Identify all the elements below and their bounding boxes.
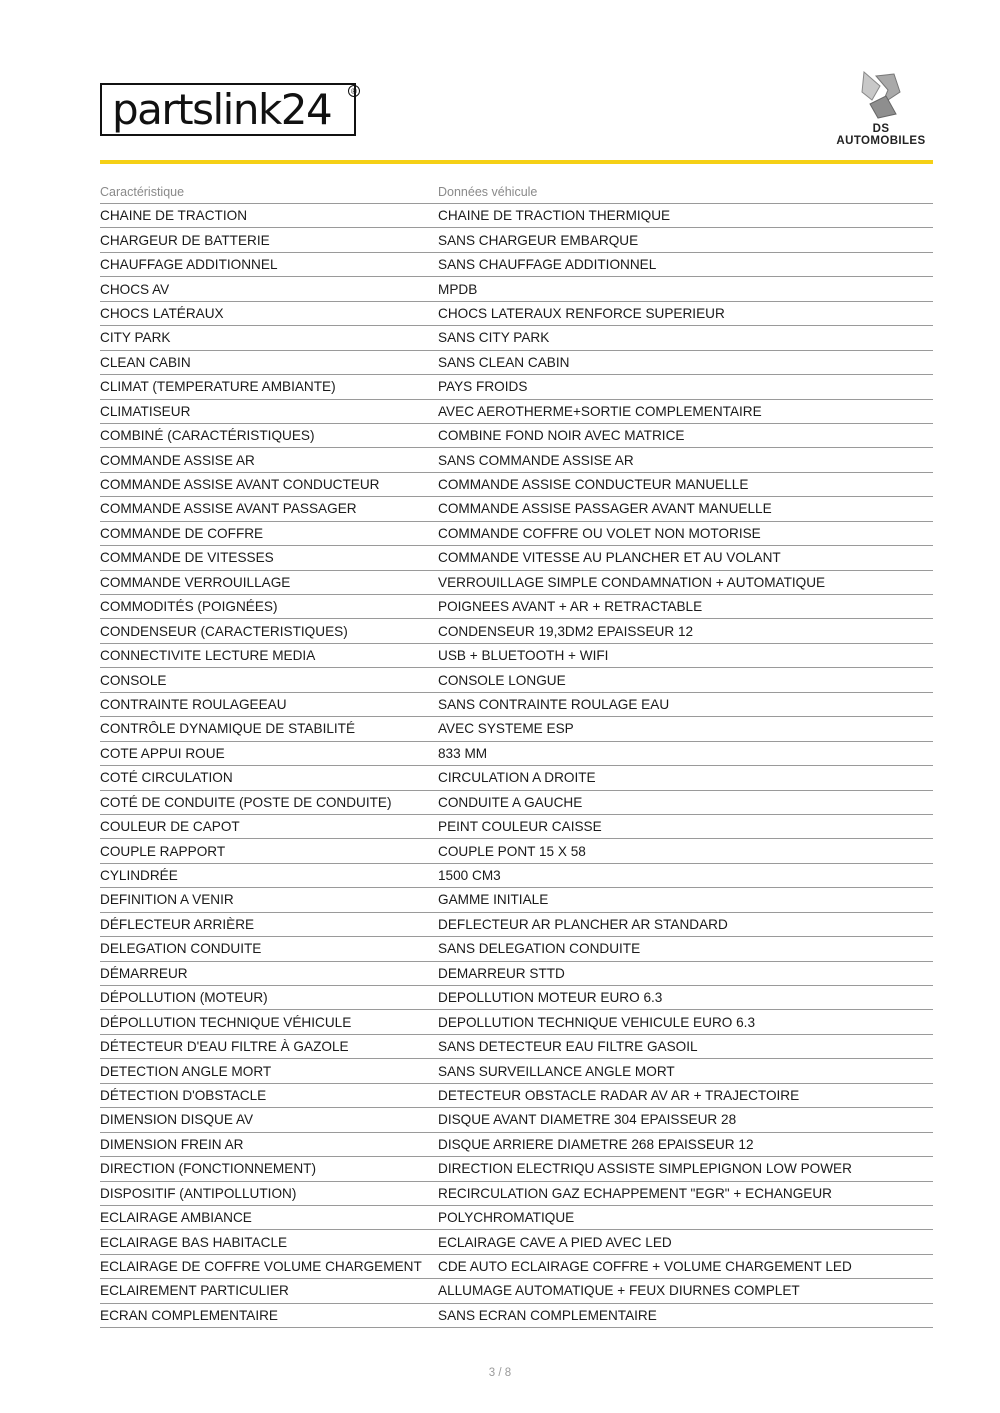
table-row xyxy=(100,791,933,815)
table-row xyxy=(100,448,933,472)
vehicle-data-cell: POLYCHROMATIQUE xyxy=(438,1210,575,1226)
table-row xyxy=(100,497,933,521)
table-row xyxy=(100,937,933,961)
table-row xyxy=(100,913,933,937)
vehicle-data-cell: DISQUE AVANT DIAMETRE 304 EPAISSEUR 28 xyxy=(438,1112,737,1128)
vehicle-data-cell: SANS DETECTEUR EAU FILTRE GASOIL xyxy=(438,1039,698,1055)
vehicle-data-cell: CHOCS LATERAUX RENFORCE SUPERIEUR xyxy=(438,305,725,321)
characteristic-cell: COTÉ DE CONDUITE (POSTE DE CONDUITE) xyxy=(100,794,392,810)
vehicle-data-cell: AVEC SYSTEME ESP xyxy=(438,721,574,737)
characteristic-cell: DIMENSION DISQUE AV xyxy=(100,1112,254,1128)
characteristic-cell: DÉTECTEUR D'EAU FILTRE À GAZOLE xyxy=(100,1039,349,1055)
table-row xyxy=(100,326,933,350)
table-row xyxy=(100,473,933,497)
table-row xyxy=(100,888,933,912)
table-row xyxy=(100,228,933,252)
vehicle-data-cell: MPDB xyxy=(438,281,478,297)
table-row xyxy=(100,717,933,741)
vehicle-data-cell: COMBINE FOND NOIR AVEC MATRICE xyxy=(438,428,685,444)
characteristic-cell: COMMANDE DE COFFRE xyxy=(100,525,264,541)
characteristic-cell: CITY PARK xyxy=(100,330,171,346)
characteristic-cell: CLEAN CABIN xyxy=(100,354,191,370)
characteristic-cell: DISPOSITIF (ANTIPOLLUTION) xyxy=(100,1185,297,1201)
characteristic-cell: CYLINDRÉE xyxy=(100,868,178,884)
table-row xyxy=(100,400,933,424)
table-row xyxy=(100,595,933,619)
characteristic-cell: CONSOLE xyxy=(100,672,167,688)
table-row xyxy=(100,1279,933,1303)
table-row xyxy=(100,253,933,277)
table-row xyxy=(100,1157,933,1181)
table-row xyxy=(100,1255,933,1279)
vehicle-data-cell: DEPOLLUTION MOTEUR EURO 6.3 xyxy=(438,990,663,1006)
table-row xyxy=(100,815,933,839)
characteristic-cell: COMMANDE VERROUILLAGE xyxy=(100,574,291,590)
vehicle-data-cell: COMMANDE ASSISE CONDUCTEUR MANUELLE xyxy=(438,477,749,493)
vehicle-data-cell: DETECTEUR OBSTACLE RADAR AV AR + TRAJECTOIRE xyxy=(438,1087,800,1103)
column-header-vehicle-data: Données véhicule xyxy=(438,185,538,199)
table-row xyxy=(100,742,933,766)
characteristic-cell: CHAINE DE TRACTION xyxy=(100,208,248,224)
table-row xyxy=(100,277,933,301)
characteristic-cell: CHARGEUR DE BATTERIE xyxy=(100,232,270,248)
characteristic-cell: CLIMATISEUR xyxy=(100,403,191,419)
characteristic-cell: DÉPOLLUTION TECHNIQUE VÉHICULE xyxy=(100,1014,352,1030)
header-divider xyxy=(100,160,933,164)
characteristic-cell: DÉFLECTEUR ARRIÈRE xyxy=(100,916,255,932)
vehicle-data-cell: DISQUE ARRIERE DIAMETRE 268 EPAISSEUR 12 xyxy=(438,1136,754,1152)
characteristic-cell: ECLAIRAGE BAS HABITACLE xyxy=(100,1234,288,1250)
table-row xyxy=(100,1230,933,1254)
characteristic-cell: COMMANDE ASSISE AR xyxy=(100,452,255,468)
vehicle-data-cell: DIRECTION ELECTRIQU ASSISTE SIMPLEPIGNON LOW POWER xyxy=(438,1161,852,1177)
page-number: 3 / 8 xyxy=(488,1367,512,1379)
vehicle-data-cell: CONSOLE LONGUE xyxy=(438,672,566,688)
vehicle-data-cell: GAMME INITIALE xyxy=(438,892,549,908)
vehicle-data-cell: COMMANDE VITESSE AU PLANCHER ET AU VOLANT xyxy=(438,550,781,566)
table-row xyxy=(100,839,933,863)
vehicle-data-cell: SANS CLEAN CABIN xyxy=(438,354,570,370)
characteristic-cell: COUPLE RAPPORT xyxy=(100,843,226,859)
vehicle-data-cell: SANS SURVEILLANCE ANGLE MORT xyxy=(438,1063,675,1079)
characteristic-cell: ECLAIRAGE DE COFFRE VOLUME CHARGEMENT xyxy=(100,1259,422,1275)
characteristic-cell: DEFINITION A VENIR xyxy=(100,892,234,908)
characteristic-cell: COMMANDE ASSISE AVANT CONDUCTEUR xyxy=(100,477,380,493)
table-row xyxy=(100,766,933,790)
table-row xyxy=(100,204,933,228)
vehicle-data-cell: SANS CHAUFFAGE ADDITIONNEL xyxy=(438,257,657,273)
characteristic-cell: CHOCS LATÉRAUX xyxy=(100,305,224,321)
table-row xyxy=(100,962,933,986)
table-header xyxy=(100,180,933,204)
vehicle-data-cell: SANS ECRAN COMPLEMENTAIRE xyxy=(438,1307,657,1323)
table-row xyxy=(100,986,933,1010)
table-row xyxy=(100,1084,933,1108)
vehicle-data-cell: COUPLE PONT 15 X 58 xyxy=(438,843,586,859)
vehicle-data-cell: ALLUMAGE AUTOMATIQUE + FEUX DIURNES COMPLET xyxy=(438,1283,800,1299)
vehicle-data-cell: DEPOLLUTION TECHNIQUE VEHICULE EURO 6.3 xyxy=(438,1014,756,1030)
table-row xyxy=(100,864,933,888)
vehicle-data-cell: CONDUITE A GAUCHE xyxy=(438,794,583,810)
characteristic-cell: COMMANDE DE VITESSES xyxy=(100,550,274,566)
characteristic-cell: COTÉ CIRCULATION xyxy=(100,770,233,786)
vehicle-data-cell: COMMANDE ASSISE PASSAGER AVANT MANUELLE xyxy=(438,501,772,517)
vehicle-data-cell: CDE AUTO ECLAIRAGE COFFRE + VOLUME CHARGEMENT LED xyxy=(438,1259,852,1275)
table-row xyxy=(100,644,933,668)
table-row xyxy=(100,571,933,595)
characteristic-cell: COMMANDE ASSISE AVANT PASSAGER xyxy=(100,501,357,517)
table-row xyxy=(100,1059,933,1083)
brand-text: DS AUTOMOBILES xyxy=(836,123,926,147)
table-row xyxy=(100,1304,933,1328)
vehicle-data-cell: 833 MM xyxy=(438,745,488,761)
vehicle-data-cell: AVEC AEROTHERME+SORTIE COMPLEMENTAIRE xyxy=(438,403,762,419)
vehicle-data-cell: RECIRCULATION GAZ ECHAPPEMENT "EGR" + ECHANGEUR xyxy=(438,1185,832,1201)
vehicle-data-cell: USB + BLUETOOTH + WIFI xyxy=(438,648,609,664)
vehicle-data-cell: COMMANDE COFFRE OU VOLET NON MOTORISE xyxy=(438,525,761,541)
vehicle-data-cell: 1500 CM3 xyxy=(438,868,501,884)
characteristic-cell: DIMENSION FREIN AR xyxy=(100,1136,244,1152)
table-row xyxy=(100,424,933,448)
characteristic-cell: CHAUFFAGE ADDITIONNEL xyxy=(100,257,278,273)
table-row xyxy=(100,546,933,570)
table-row xyxy=(100,619,933,643)
characteristic-cell: COULEUR DE CAPOT xyxy=(100,819,240,835)
characteristic-cell: ECLAIRAGE AMBIANCE xyxy=(100,1210,252,1226)
table-row xyxy=(100,1133,933,1157)
table-row xyxy=(100,522,933,546)
vehicle-data-cell: CHAINE DE TRACTION THERMIQUE xyxy=(438,208,671,224)
vehicle-data-cell: CIRCULATION A DROITE xyxy=(438,770,596,786)
table-row xyxy=(100,1206,933,1230)
vehicle-data-cell: DEMARREUR STTD xyxy=(438,965,565,981)
vehicle-data-cell: PEINT COULEUR CAISSE xyxy=(438,819,602,835)
characteristic-cell: DÉMARREUR xyxy=(100,965,188,981)
registered-mark: ® xyxy=(348,85,360,97)
vehicle-data-cell: PAYS FROIDS xyxy=(438,379,528,395)
logo-text: partslink24 xyxy=(112,85,332,134)
table-row xyxy=(100,351,933,375)
ds-automobiles-logo-icon xyxy=(858,70,904,120)
vehicle-data-cell: VERROUILLAGE SIMPLE CONDAMNATION + AUTOMATIQUE xyxy=(438,574,826,590)
vehicle-data-cell: SANS DELEGATION CONDUITE xyxy=(438,941,641,957)
characteristic-cell: CONTRAINTE ROULAGEEAU xyxy=(100,696,287,712)
table-row xyxy=(100,302,933,326)
column-header-characteristic: Caractéristique xyxy=(100,185,185,199)
characteristic-cell: DETECTION ANGLE MORT xyxy=(100,1063,272,1079)
characteristic-cell: ECRAN COMPLEMENTAIRE xyxy=(100,1307,278,1323)
table-row xyxy=(100,375,933,399)
vehicle-data-cell: SANS CHARGEUR EMBARQUE xyxy=(438,232,639,248)
characteristic-cell: COMMODITÉS (POIGNÉES) xyxy=(100,599,278,615)
vehicle-data-cell: SANS CITY PARK xyxy=(438,330,550,346)
vehicle-data-cell: DEFLECTEUR AR PLANCHER AR STANDARD xyxy=(438,916,728,932)
vehicle-data-table xyxy=(100,180,933,1328)
table-row xyxy=(100,1035,933,1059)
characteristic-cell: DIRECTION (FONCTIONNEMENT) xyxy=(100,1161,316,1177)
characteristic-cell: CONDENSEUR (CARACTERISTIQUES) xyxy=(100,623,348,639)
characteristic-cell: DELEGATION CONDUITE xyxy=(100,941,262,957)
characteristic-cell: DÉPOLLUTION (MOTEUR) xyxy=(100,990,268,1006)
vehicle-data-cell: SANS CONTRAINTE ROULAGE EAU xyxy=(438,696,670,712)
characteristic-cell: COTE APPUI ROUE xyxy=(100,745,225,761)
characteristic-cell: CLIMAT (TEMPERATURE AMBIANTE) xyxy=(100,379,336,395)
vehicle-data-cell: CONDENSEUR 19,3DM2 EPAISSEUR 12 xyxy=(438,623,694,639)
characteristic-cell: ECLAIREMENT PARTICULIER xyxy=(100,1283,289,1299)
table-row xyxy=(100,668,933,692)
characteristic-cell: CHOCS AV xyxy=(100,281,170,297)
characteristic-cell: COMBINÉ (CARACTÉRISTIQUES) xyxy=(100,428,315,444)
characteristic-cell: DÉTECTION D'OBSTACLE xyxy=(100,1087,267,1103)
vehicle-data-cell: SANS COMMANDE ASSISE AR xyxy=(438,452,634,468)
characteristic-cell: CONNECTIVITE LECTURE MEDIA xyxy=(100,648,316,664)
characteristic-cell: CONTRÔLE DYNAMIQUE DE STABILITÉ xyxy=(100,721,356,737)
vehicle-data-cell: POIGNEES AVANT + AR + RETRACTABLE xyxy=(438,599,703,615)
table-row xyxy=(100,693,933,717)
vehicle-data-cell: ECLAIRAGE CAVE A PIED AVEC LED xyxy=(438,1234,672,1250)
table-row xyxy=(100,1108,933,1132)
partslink24-logo xyxy=(100,83,356,136)
table-row xyxy=(100,1182,933,1206)
table-body xyxy=(100,204,933,1328)
table-row xyxy=(100,1010,933,1034)
